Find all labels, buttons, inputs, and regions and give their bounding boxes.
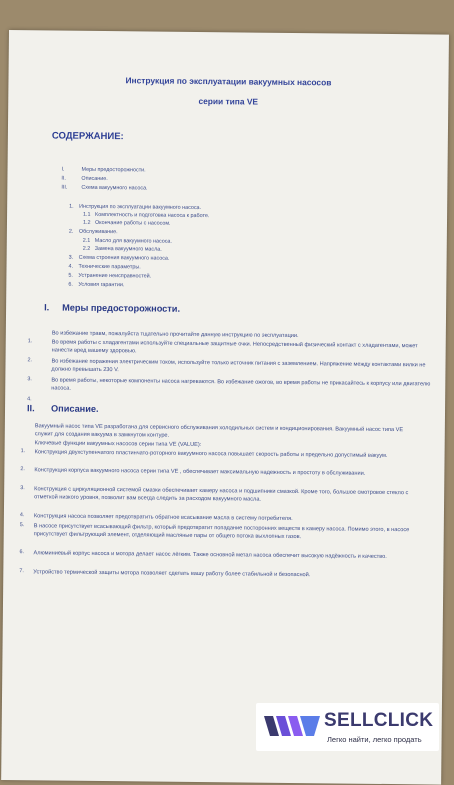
list-item-number: 1.2 (82, 219, 91, 226)
list-item-number: 3. (68, 254, 74, 261)
list-item: Алюминиевый корпус насоса и мотора делает насос лёгким. Также основной метал насоса обеспечит высокую надёжность и качество. (33, 550, 387, 560)
list-item: Во время работы с хладагентами используйте специальные защитные очки. Непосредственный физический контакт с хладагентами, может нанести вред вашему здоровью. (51, 339, 418, 355)
section-heading: Меры предосторожности. (62, 302, 181, 314)
list-item-number: 6. (19, 549, 25, 556)
list-item-number: 4. (68, 263, 74, 270)
list-item-number: 2.2 (82, 245, 91, 252)
contents-item: Масло для вакуумного насоса. (94, 237, 172, 245)
list-item-number: 4. (19, 512, 25, 519)
list-item-number: 1. (69, 203, 74, 210)
list-item-number: 1.1 (83, 211, 91, 218)
document-title: Инструкция по эксплуатации вакуумных насосов (125, 75, 332, 88)
list-item: Конструкция корпуса вакуумного насоса серии типа VE , обеспечивает максимальную надежность и простоту в обслуживании. (34, 467, 366, 477)
list-item: Конструкция насоса позволяет предотвратить обратное всасывание масла в систему потребителя. (33, 513, 293, 522)
contents-item: Меры предосторожности. (81, 166, 146, 174)
contents-item: Обслуживание. (78, 228, 118, 236)
contents-heading: СОДЕРЖАНИЕ: (51, 130, 124, 143)
contents-item: Схема вакуумного насоса. (81, 184, 148, 192)
list-item-number: 3. (27, 376, 32, 383)
sellclick-logo-icon (262, 713, 322, 739)
contents-item: Описание. (81, 175, 108, 183)
list-item: Во время работы, некоторые компоненты насоса нагреваются. Во избежание ожогов, во время работы не прикасайтесь к корпусу или двигателю насоса. (51, 377, 431, 393)
list-item: Устройство термической защиты мотора позволяет сделать вашу работу более стабильной и безопасной. (33, 569, 311, 579)
list-item-number: 7. (19, 568, 24, 575)
sellclick-watermark (256, 703, 439, 751)
list-item-number: 2. (68, 228, 74, 235)
contents-item: Комплектность и подготовка насоса к работе. (95, 211, 210, 220)
list-item-number: 5. (68, 272, 73, 279)
list-item-number: II. (61, 175, 66, 182)
list-item: Конструкция с циркуляционной системой смазки обеспечивает камеру насоса и подшипники смазкой. Кроме того, большое смотровое стекло с отметкой низкого уровня, позволит вам всегда следить за расходом вакуумного масла. (34, 486, 409, 504)
list-item-number: 3. (20, 485, 25, 492)
list-item-number: 6. (68, 281, 73, 288)
list-item: Во избежание поражения электрическим током, используйте только источник питания с заземлением. Напряжение между контактами вилки не должно превышать 230 V. (51, 358, 426, 374)
document-page (1, 30, 449, 785)
list-item-number: I. (61, 166, 65, 173)
list-item-number: III. (61, 184, 68, 191)
section-intro-2: Ключевые функции вакуумных насосов серии типа VE (VALUE): (34, 440, 202, 449)
section-heading: Описание. (50, 403, 99, 414)
list-item: Конструкция двухступенчатого пластинчато-роторного вакуумного насоса повышает скорость работы и предельно допустимый вакуум. (34, 449, 388, 459)
list-item-number: 4. (27, 396, 32, 403)
brand-name: SELLCLICK (324, 710, 434, 731)
contents-item: Схема строения вакуумного насоса. (78, 254, 170, 262)
contents-item: Замена вакуумного масла. (94, 245, 162, 253)
document-subtitle: серии типа VE (198, 95, 259, 107)
list-item-number: 1. (20, 448, 26, 455)
brand-tagline: Легко найти, легко продать (327, 735, 422, 744)
contents-item: Устранение неисправностей. (78, 272, 152, 280)
section-intro: Вакуумный насос типа VE разработана для сервисного обслуживания холодильных систем и кондиционирования. Вакуумный насос типа VE служит для создания вакуума в замкнутом контуре. (34, 423, 404, 440)
list-item-number: 5. (19, 522, 25, 529)
list-item-number: 2. (27, 357, 33, 364)
list-item-number: 2.1 (82, 237, 91, 244)
contents-item: Технические параметры. (78, 263, 141, 271)
list-item: В насосе присутствует всасывающий фильтр, который предотвратит попадание посторонних веществ в камеру насоса. Помимо этого, в насосе присутствует фильтрующий элемент, отделяющий масляные пары от общего потока выхлопных газов. (33, 523, 410, 541)
section-number: II. (26, 403, 35, 414)
list-item-number: 2. (20, 466, 25, 473)
section-intro: Во избежание травм, пожалуйста тщательно прочитайте данную инструкцию по эксплуатации. (51, 330, 299, 340)
contents-item: Условия гарантии. (78, 281, 125, 289)
section-number: I. (44, 302, 50, 313)
contents-item: Окончание работы с насосом. (94, 219, 171, 227)
list-item-number: 1. (27, 338, 33, 345)
contents-item: Инструкция по эксплуатации вакуумного насоса. (79, 203, 202, 212)
